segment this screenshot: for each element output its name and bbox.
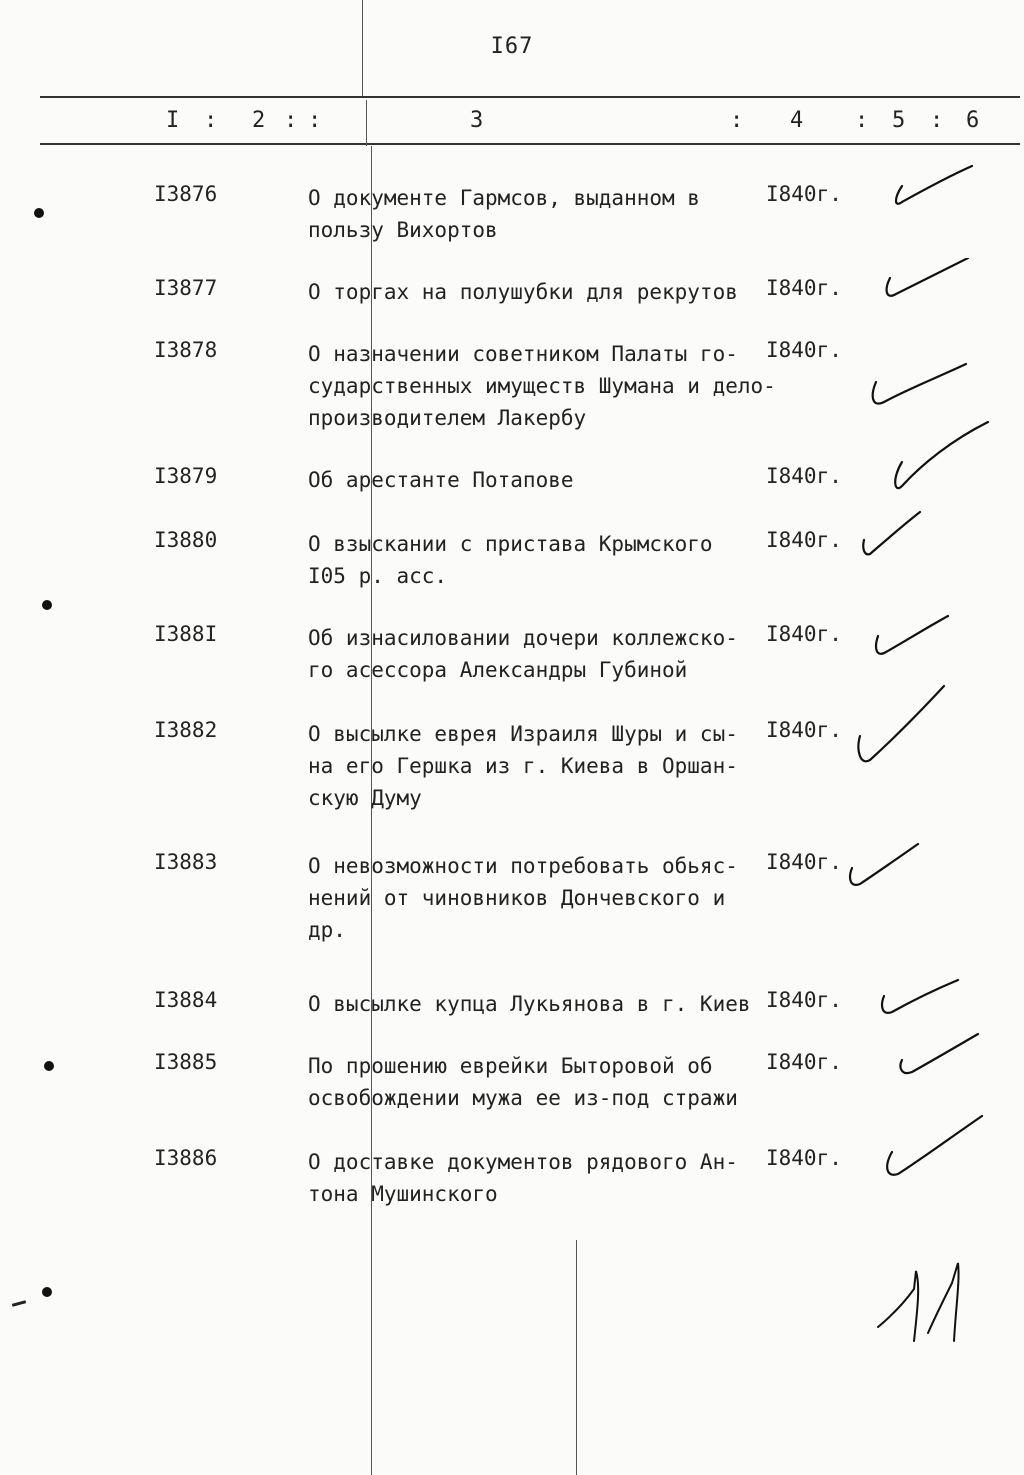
- checkmark-icon: [870, 614, 955, 669]
- checkmark-icon: [880, 258, 975, 318]
- case-title: [308, 718, 758, 814]
- case-title-line: О документе Гармсов, выданном в: [308, 186, 700, 210]
- case-number: I3883: [154, 850, 218, 874]
- case-number: I388I: [154, 622, 218, 646]
- checkmark-icon: [888, 418, 998, 498]
- case-year: I840г.: [766, 850, 842, 874]
- case-title: [308, 182, 758, 246]
- checkmark-icon: [896, 1032, 986, 1092]
- case-title-line: тона Мушинского: [308, 1182, 498, 1206]
- column-header-separator: :: [730, 108, 744, 133]
- case-title: [308, 1146, 758, 1210]
- case-title-line: О назначении советником Палаты го-: [308, 342, 738, 366]
- checkmark-icon: [880, 1112, 990, 1192]
- case-title-line: О невозможности потребовать обьяс-: [308, 854, 738, 878]
- case-number: I3884: [154, 988, 218, 1012]
- case-title: [308, 622, 758, 686]
- column-header-separator: :: [308, 108, 322, 133]
- checkmark-icon: [858, 508, 928, 568]
- case-title: [308, 464, 758, 496]
- header-bottom-rule: [40, 143, 1020, 145]
- column-header-1: I: [166, 108, 180, 133]
- column-header-4: 4: [790, 108, 804, 133]
- column-divider-top: [362, 0, 363, 96]
- case-year: I840г.: [766, 276, 842, 300]
- case-title-line: пользу Вихортов: [308, 218, 498, 242]
- margin-dot: [44, 1061, 54, 1071]
- case-title-line: нений от чиновников Дончевского и: [308, 886, 726, 910]
- column-header-separator: :: [930, 108, 944, 133]
- case-number: I3885: [154, 1050, 218, 1074]
- column-header-5: 5: [892, 108, 906, 133]
- case-title-line: Об изнасиловании дочери коллежско-: [308, 626, 738, 650]
- case-title: [308, 1050, 758, 1114]
- case-title-line: О высылке еврея Израиля Шуры и сы-: [308, 722, 738, 746]
- case-year: I840г.: [766, 622, 842, 646]
- case-number: I3879: [154, 464, 218, 488]
- margin-dot: [42, 600, 52, 610]
- case-number: I3882: [154, 718, 218, 742]
- checkmark-icon: [852, 684, 952, 774]
- case-title: [308, 850, 758, 946]
- case-number: I3880: [154, 528, 218, 552]
- checkmark-icon: [890, 164, 980, 224]
- case-title-line: сударственных имуществ Шумана и дело-: [308, 374, 776, 398]
- case-number: I3877: [154, 276, 218, 300]
- case-title-line: Об арестанте Потапове: [308, 468, 574, 492]
- page-number: I67: [490, 34, 534, 59]
- column-header-separator: :: [284, 108, 298, 133]
- case-title-line: на его Гершка из г. Киева в Оршан-: [308, 754, 738, 778]
- case-number: I3886: [154, 1146, 218, 1170]
- column-divider-header: [366, 100, 367, 146]
- column-header-separator: :: [855, 108, 869, 133]
- column-header-6: 6: [966, 108, 980, 133]
- case-title-line: др.: [308, 918, 346, 942]
- checkmark-icon: [866, 360, 976, 420]
- case-title-line: О доставке документов рядового Ан-: [308, 1150, 738, 1174]
- header-top-rule: [40, 96, 1020, 98]
- case-year: I840г.: [766, 1050, 842, 1074]
- case-number: I3876: [154, 182, 218, 206]
- case-year: I840г.: [766, 718, 842, 742]
- case-title: [308, 528, 758, 592]
- case-title: [308, 988, 758, 1020]
- case-year: I840г.: [766, 528, 842, 552]
- column-divider-lower: [576, 1240, 577, 1475]
- case-title: [308, 276, 758, 308]
- case-year: I840г.: [766, 182, 842, 206]
- case-title-line: I05 р. асс.: [308, 564, 448, 588]
- column-header-separator: :: [204, 108, 218, 133]
- handwritten-folio-mark-icon: [870, 1255, 980, 1345]
- margin-dot: [34, 208, 44, 218]
- case-title-line: производителем Лакербу: [308, 406, 587, 430]
- column-header-3: 3: [470, 108, 484, 133]
- case-year: I840г.: [766, 464, 842, 488]
- margin-mark: [12, 1300, 26, 1307]
- case-year: I840г.: [766, 338, 842, 362]
- case-year: I840г.: [766, 1146, 842, 1170]
- case-year: I840г.: [766, 988, 842, 1012]
- checkmark-icon: [876, 978, 966, 1028]
- case-title-line: По прошению еврейки Быторовой об: [308, 1054, 713, 1078]
- checkmark-icon: [846, 840, 926, 900]
- case-title-line: освобождении мужа ее из-под стражи: [308, 1086, 738, 1110]
- case-title-line: го асессора Александры Губиной: [308, 658, 688, 682]
- case-title-line: О высылке купца Лукьянова в г. Киев: [308, 992, 751, 1016]
- case-title-line: О взыскании с пристава Крымского: [308, 532, 713, 556]
- margin-dot: [42, 1287, 52, 1297]
- column-header-2: 2: [252, 108, 266, 133]
- case-title: [308, 338, 776, 434]
- case-title-line: скую Думу: [308, 786, 422, 810]
- case-number: I3878: [154, 338, 218, 362]
- case-title-line: О торгах на полушубки для рекрутов: [308, 280, 738, 304]
